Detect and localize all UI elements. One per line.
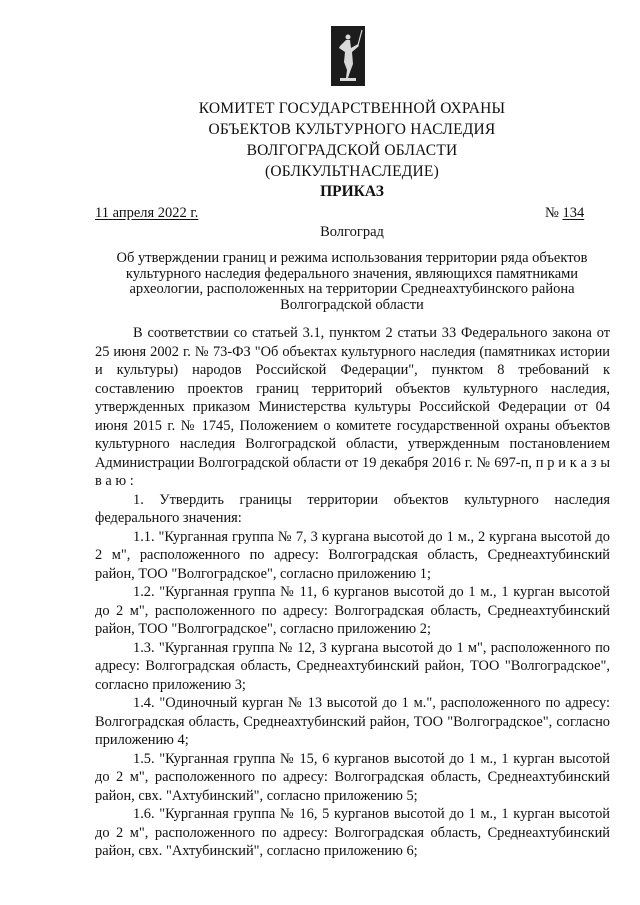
- document-title: Об утверждении границ и режима использования территории ряда объектов культурного наследия федерального значения, являющихся памятниками археологии, расположенных на территории Среднеахтубинского района Волгоградской области: [116, 250, 588, 313]
- document-body: [95, 324, 610, 861]
- paragraph: 1.6. "Курганная группа № 16, 5 курганов высотой до 1 м., 1 курган высотой до 2 м", расположенного по адресу: Волгоградская область, Среднеахтубинский район, свх. "Ахтубинский", согласно приложению 6;: [95, 806, 610, 859]
- paragraph: 1.2. "Курганная группа № 11, 6 курганов высотой до 1 м., 1 курган высотой до 2 м", расположенного по адресу: Волгоградская область, Среднеахтубинский район, ТОО "Волгоградское", согласно приложению 2;: [95, 584, 610, 637]
- paragraph: 1.3. "Курганная группа № 12, 3 кургана высотой до 1 м", расположенного по адресу: Волгоградская область, Среднеахтубинский район, ТОО "Волгоградское", согласно приложению 3;: [95, 639, 610, 693]
- number-sign: №: [545, 205, 559, 221]
- paragraph: 1.1. "Курганная группа № 7, 3 кургана высотой до 1 м., 2 кургана высотой до 2 м", расположенного по адресу: Волгоградская область, Среднеахтубинский район, ТОО "Волгоградское", согласно приложению 1;: [95, 528, 610, 582]
- paragraph: 1.5. "Курганная группа № 15, 6 курганов высотой до 1 м., 1 курган высотой до 2 м", расположенного по адресу: Волгоградская область, Среднеахтубинский район, свх. "Ахтубинский", согласно приложению 5;: [95, 750, 610, 804]
- org-line: (ОБЛКУЛЬТНАСЛЕДИЕ): [265, 163, 439, 180]
- org-line: ВОЛГОГРАДСКОЙ ОБЛАСТИ: [246, 142, 458, 159]
- org-line: ОБЪЕКТОВ КУЛЬТУРНОГО НАСЛЕДИЯ: [208, 121, 496, 138]
- org-line: КОМИТЕТ ГОСУДАРСТВЕННОЙ ОХРАНЫ: [198, 100, 506, 117]
- paragraph: В соответствии со статьей 3.1, пунктом 2 статьи 33 Федерального закона от 25 июня 2002 г. № 73-ФЗ "Об объектах культурного наследия (памятниках истории и культуры) народов Российской Федерации", пунктом 8 требований к составлению проектов границ территорий объектов культурного наследия, утвержденных приказом Министерства культуры Российской Федерации от 04 июня 2015 г. № 1745, Положением о комитете государственной охраны объектов культурного наследия Волгоградской области, утвержденным постановлением Администрации Волгоградской области от 19 декабря 2016 г. № 697-п, п р и к а з ы в а ю :: [95, 325, 610, 489]
- coat-of-arms-emblem: [331, 26, 365, 86]
- statue-icon: [331, 26, 365, 86]
- document-type: ПРИКАЗ: [320, 183, 384, 200]
- paragraph: 1.4. "Одиночный курган № 13 высотой до 1 м.", расположенного по адресу: Волгоградская область, Среднеахтубинский район, ТОО "Волгоградское", согласно приложению 4;: [95, 695, 610, 748]
- organization-header: [0, 98, 640, 182]
- paragraph: 1. Утвердить границы территории объектов культурного наследия федерального значения:: [95, 491, 610, 526]
- number-value: 134: [562, 205, 585, 221]
- document-city: Волгоград: [320, 224, 384, 240]
- document-date: 11 апреля 2022 г.: [95, 205, 199, 221]
- document-number: [545, 205, 584, 222]
